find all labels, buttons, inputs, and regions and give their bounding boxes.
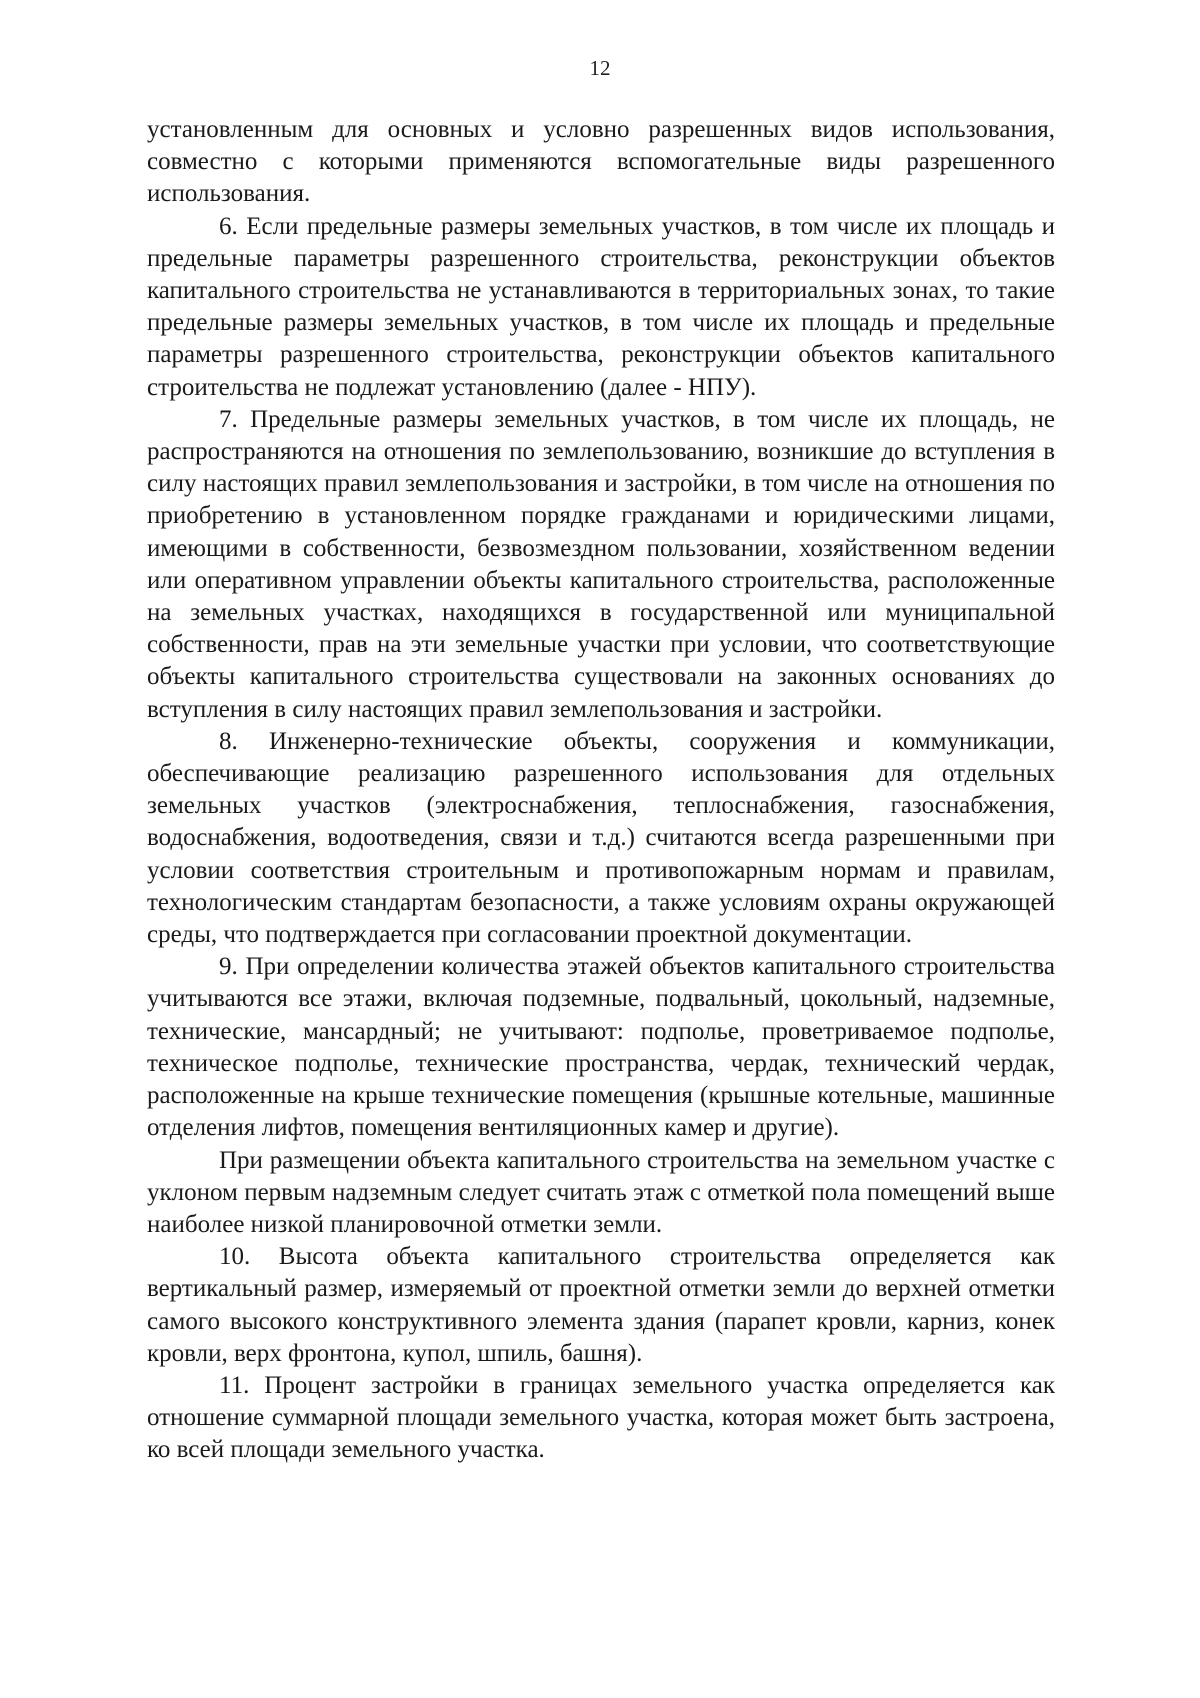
page-number: 12 <box>589 56 611 80</box>
paragraph-item-9-note: При размещении объекта капитального строительства на земельном участке с уклоном первым надземным следует считать этаж с отметкой пола помещений выше наиболее низкой планировочной отметки земли. <box>147 1146 1055 1238</box>
paragraph-item-11: 11. Процент застройки в границах земельного участка определяется как отношение суммарной площади земельного участка, которая может быть застроена, ко всей площади земельного участка. <box>147 1371 1055 1464</box>
paragraph-item-7: 7. Предельные размеры земельных участков, в том числе их площадь, не распространяются на отношения по землепользованию, возникшие до вступления в силу настоящих правил землепользования и застройки, в том числе на отношения по приобретению в установленном порядке гражданами и юридическими лицами, имеющими в собственности, безвозмездном пользовании, хозяйственном ведении или оперативном управлении объекты капитального строительства, расположенные на земельных участках, находящихся в государственной или муниципальной собственности, прав на эти земельные участки при условии, что соответствующие объекты капитального строительства существовали на законных основаниях до вступления в силу настоящих правил землепользования и застройки. <box>147 405 1055 723</box>
paragraph-continuation: установленным для основных и условно разрешенных видов использования, совместно с которыми применяются вспомогательные виды разрешенного использования. <box>147 116 1055 208</box>
paragraph-item-8: 8. Инженерно-технические объекты, сооружения и коммуникации, обеспечивающие реализацию разрешенного использования для отдельных земельных участков (электроснабжения, теплоснабжения, газоснабжения, водоснабжения, водоотведения, связи и т.д.) считаются всегда разрешенными при условии соответствия строительным и противопожарным нормам и правилам, технологическим стандартам безопасности, а также условиям охраны окружающей среды, что подтверждается при согласовании проектной документации. <box>147 727 1055 949</box>
paragraph-item-6: 6. Если предельные размеры земельных участков, в том числе их площадь и предельные параметры разрешенного строительства, реконструкции объектов капитального строительства не устанавливаются в территориальных зонах, то такие предельные размеры земельных участков, в том числе их площадь и предельные параметры разрешенного строительства, реконструкции объектов капитального строительства не подлежат установлению (далее - НПУ). <box>147 212 1055 401</box>
paragraph-item-9: 9. При определении количества этажей объектов капитального строительства учитываются все этажи, включая подземные, подвальный, цокольный, надземные, технические, мансардный; не учитывают: подполье, проветриваемое подполье, техническое подполье, технические пространства, чердак, технический чердак, расположенные на крыше технические помещения (крышные котельные, машинные отделения лифтов, помещения вентиляционных камер и другие). <box>147 953 1055 1142</box>
paragraph-item-10: 10. Высота объекта капитального строительства определяется как вертикальный размер, измеряемый от проектной отметки земли до верхней отметки самого высокого конструктивного элемента здания (парапет кровли, карниз, конек кровли, верх фронтона, купол, шпиль, башня). <box>147 1243 1055 1367</box>
document-body <box>147 114 1055 1467</box>
